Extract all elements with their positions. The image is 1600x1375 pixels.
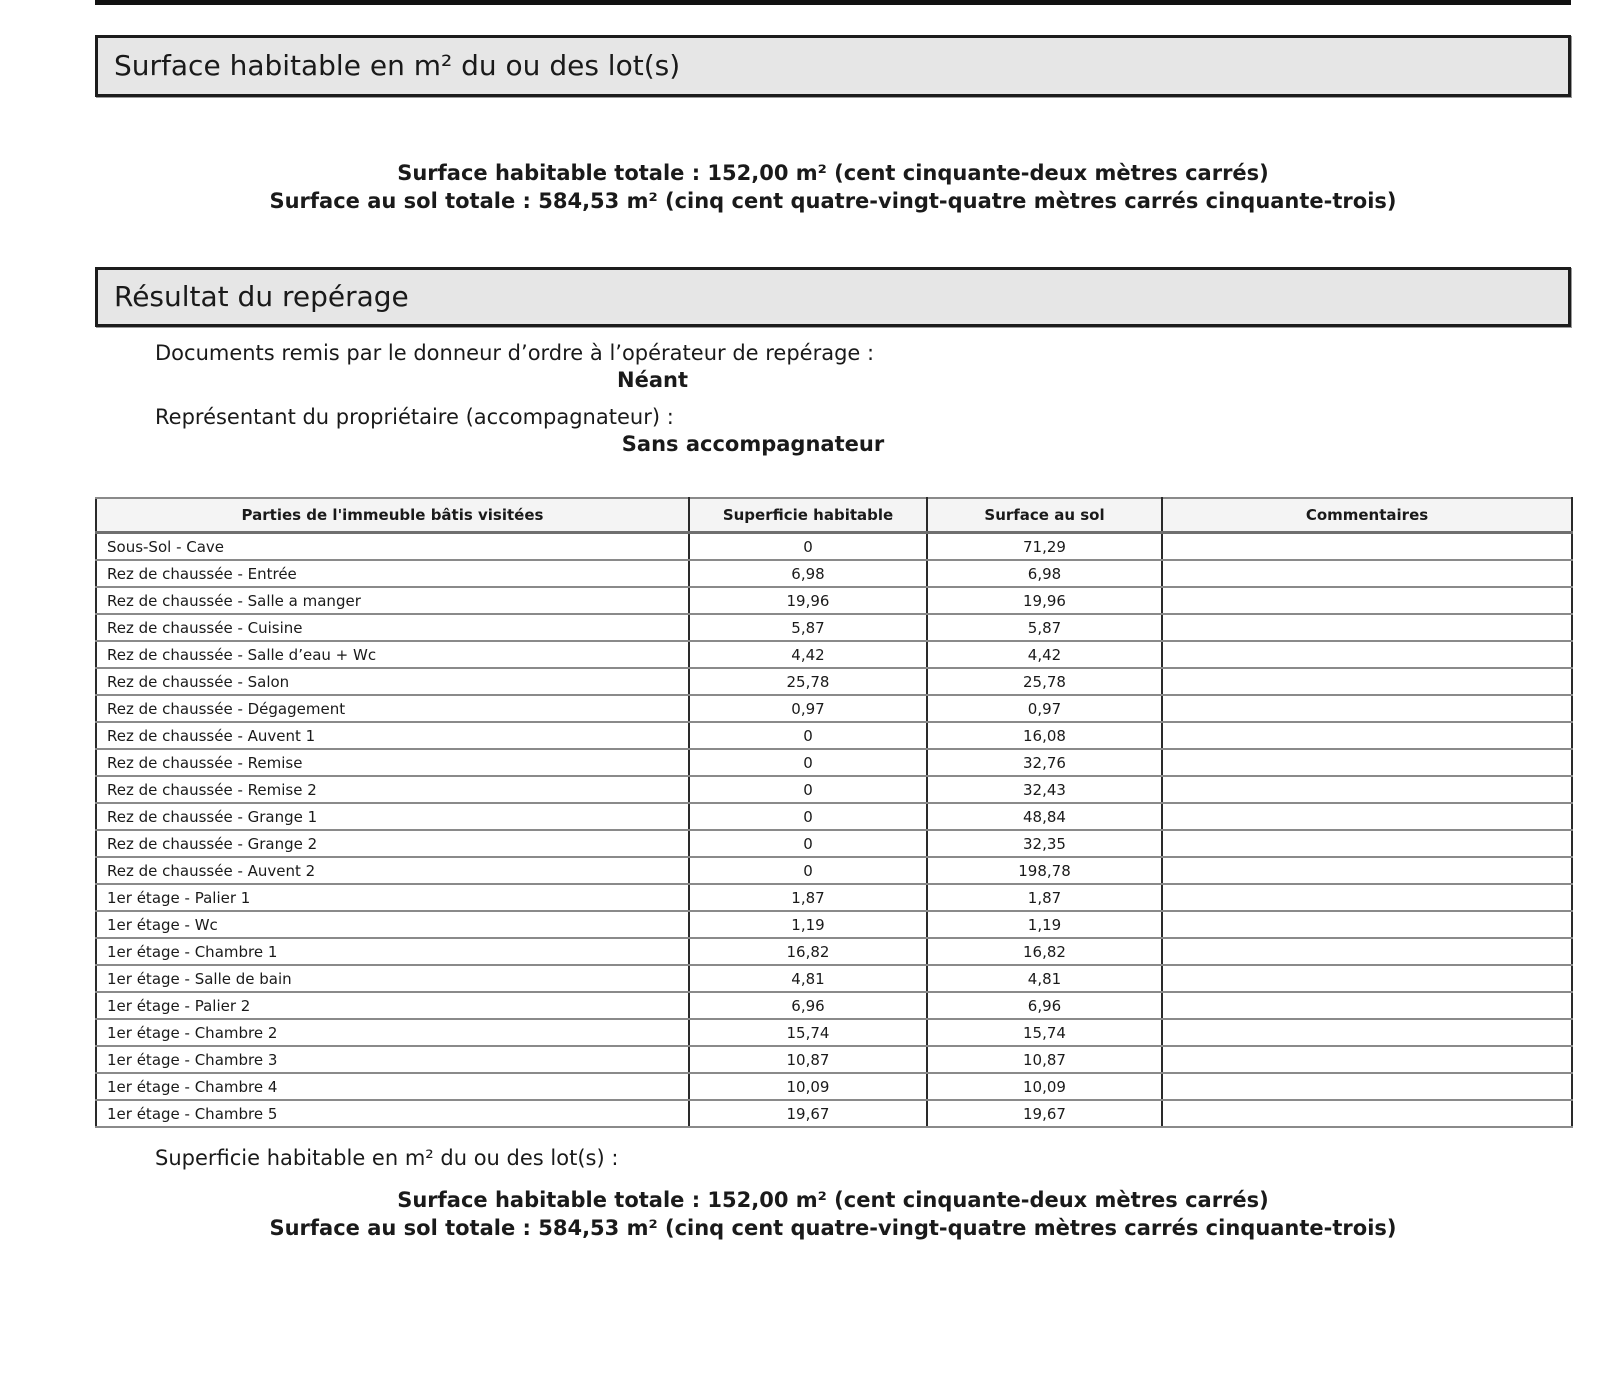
documents-label: Documents remis par le donneur d’ordre à l’opérateur de repérage : xyxy=(155,341,875,365)
cell-comment xyxy=(1162,992,1572,1019)
cell-comment xyxy=(1162,749,1572,776)
representative-label: Représentant du propriétaire (accompagnateur) : xyxy=(155,405,674,429)
cell-comment xyxy=(1162,1073,1572,1100)
cell-comment xyxy=(1162,884,1572,911)
cell-habitable: 0 xyxy=(689,749,927,776)
cell-part: 1er étage - Salle de bain xyxy=(96,965,689,992)
cell-habitable: 0 xyxy=(689,803,927,830)
cell-comment xyxy=(1162,776,1572,803)
footer-label: Superficie habitable en m² du ou des lot(s) : xyxy=(155,1146,619,1170)
table-row xyxy=(96,965,1572,992)
cell-habitable: 0 xyxy=(689,830,927,857)
cell-habitable: 0 xyxy=(689,857,927,884)
cell-sol: 32,35 xyxy=(927,830,1162,857)
cell-comment xyxy=(1162,830,1572,857)
table-row xyxy=(96,1073,1572,1100)
cell-sol: 6,98 xyxy=(927,560,1162,587)
cell-comment xyxy=(1162,641,1572,668)
cell-part: 1er étage - Palier 1 xyxy=(96,884,689,911)
cell-sol: 48,84 xyxy=(927,803,1162,830)
cell-habitable: 0 xyxy=(689,533,927,561)
cell-part: 1er étage - Wc xyxy=(96,911,689,938)
cell-sol: 25,78 xyxy=(927,668,1162,695)
representative-value: Sans accompagnateur xyxy=(621,432,885,456)
table-row xyxy=(96,722,1572,749)
cell-habitable: 16,82 xyxy=(689,938,927,965)
cell-sol: 5,87 xyxy=(927,614,1162,641)
cell-habitable: 0,97 xyxy=(689,695,927,722)
table-row xyxy=(96,614,1572,641)
section-header-surface-title: Surface habitable en m² du ou des lot(s) xyxy=(114,49,681,82)
cell-sol: 16,82 xyxy=(927,938,1162,965)
cell-part: Sous-Sol - Cave xyxy=(96,533,689,561)
cell-sol: 15,74 xyxy=(927,1019,1162,1046)
cell-comment xyxy=(1162,722,1572,749)
documents-value: Néant xyxy=(617,368,688,392)
table-row xyxy=(96,1046,1572,1073)
column-header-commentaires: Commentaires xyxy=(1162,498,1572,533)
totals-bottom xyxy=(95,1186,1571,1242)
table-row xyxy=(96,1100,1572,1127)
table-row xyxy=(96,1019,1572,1046)
table-row xyxy=(96,533,1572,561)
cell-sol: 0,97 xyxy=(927,695,1162,722)
cell-comment xyxy=(1162,938,1572,965)
cell-comment xyxy=(1162,614,1572,641)
cell-comment xyxy=(1162,560,1572,587)
top-rule xyxy=(95,0,1571,5)
cell-part: 1er étage - Chambre 1 xyxy=(96,938,689,965)
cell-sol: 19,96 xyxy=(927,587,1162,614)
cell-habitable: 1,87 xyxy=(689,884,927,911)
table-row xyxy=(96,749,1572,776)
cell-comment xyxy=(1162,803,1572,830)
cell-habitable: 1,19 xyxy=(689,911,927,938)
cell-habitable: 10,09 xyxy=(689,1073,927,1100)
column-header-surface-sol: Surface au sol xyxy=(927,498,1162,533)
footer-total-sol-line: Surface au sol totale : 584,53 m² (cinq cent quatre-vingt-quatre mètres carrés cinquante-trois) xyxy=(269,1216,1397,1240)
cell-sol: 4,42 xyxy=(927,641,1162,668)
cell-habitable: 10,87 xyxy=(689,1046,927,1073)
survey-table-body xyxy=(96,533,1572,1128)
cell-comment xyxy=(1162,587,1572,614)
cell-habitable: 6,98 xyxy=(689,560,927,587)
cell-comment xyxy=(1162,668,1572,695)
cell-sol: 1,87 xyxy=(927,884,1162,911)
table-row xyxy=(96,776,1572,803)
section-header-surface xyxy=(95,35,1571,97)
cell-part: Rez de chaussée - Auvent 1 xyxy=(96,722,689,749)
total-habitable-line: Surface habitable totale : 152,00 m² (cent cinquante-deux mètres carrés) xyxy=(397,161,1269,185)
cell-part: Rez de chaussée - Auvent 2 xyxy=(96,857,689,884)
cell-sol: 6,96 xyxy=(927,992,1162,1019)
cell-part: 1er étage - Chambre 4 xyxy=(96,1073,689,1100)
cell-part: Rez de chaussée - Dégagement xyxy=(96,695,689,722)
section-header-result xyxy=(95,267,1571,327)
cell-part: Rez de chaussée - Salle a manger xyxy=(96,587,689,614)
cell-habitable: 19,67 xyxy=(689,1100,927,1127)
cell-habitable: 5,87 xyxy=(689,614,927,641)
cell-sol: 16,08 xyxy=(927,722,1162,749)
cell-habitable: 15,74 xyxy=(689,1019,927,1046)
cell-sol: 19,67 xyxy=(927,1100,1162,1127)
cell-habitable: 0 xyxy=(689,776,927,803)
cell-sol: 4,81 xyxy=(927,965,1162,992)
cell-sol: 32,43 xyxy=(927,776,1162,803)
total-sol-line: Surface au sol totale : 584,53 m² (cinq cent quatre-vingt-quatre mètres carrés cinquante-trois) xyxy=(269,189,1397,213)
cell-comment xyxy=(1162,911,1572,938)
cell-habitable: 0 xyxy=(689,722,927,749)
column-header-parties: Parties de l'immeuble bâtis visitées xyxy=(96,498,689,533)
cell-sol: 1,19 xyxy=(927,911,1162,938)
table-row xyxy=(96,587,1572,614)
table-row xyxy=(96,884,1572,911)
cell-comment xyxy=(1162,1046,1572,1073)
table-row xyxy=(96,668,1572,695)
cell-part: Rez de chaussée - Remise xyxy=(96,749,689,776)
table-row xyxy=(96,992,1572,1019)
section-header-result-title: Résultat du repérage xyxy=(114,280,409,313)
table-row xyxy=(96,803,1572,830)
cell-part: Rez de chaussée - Grange 2 xyxy=(96,830,689,857)
column-header-superficie: Superficie habitable xyxy=(689,498,927,533)
survey-table xyxy=(95,497,1573,1128)
cell-part: Rez de chaussée - Remise 2 xyxy=(96,776,689,803)
table-row xyxy=(96,830,1572,857)
cell-sol: 10,87 xyxy=(927,1046,1162,1073)
table-row xyxy=(96,857,1572,884)
table-row xyxy=(96,641,1572,668)
cell-sol: 32,76 xyxy=(927,749,1162,776)
cell-comment xyxy=(1162,857,1572,884)
cell-part: Rez de chaussée - Entrée xyxy=(96,560,689,587)
table-row xyxy=(96,560,1572,587)
cell-comment xyxy=(1162,533,1572,561)
cell-sol: 198,78 xyxy=(927,857,1162,884)
cell-habitable: 19,96 xyxy=(689,587,927,614)
cell-part: 1er étage - Chambre 5 xyxy=(96,1100,689,1127)
cell-sol: 10,09 xyxy=(927,1073,1162,1100)
table-row xyxy=(96,695,1572,722)
cell-habitable: 4,81 xyxy=(689,965,927,992)
cell-habitable: 25,78 xyxy=(689,668,927,695)
cell-part: Rez de chaussée - Salon xyxy=(96,668,689,695)
document-page xyxy=(95,0,1571,1242)
cell-habitable: 6,96 xyxy=(689,992,927,1019)
cell-habitable: 4,42 xyxy=(689,641,927,668)
survey-table-header-row xyxy=(96,498,1572,533)
cell-comment xyxy=(1162,695,1572,722)
cell-part: Rez de chaussée - Cuisine xyxy=(96,614,689,641)
survey-table-head xyxy=(96,498,1572,533)
table-row xyxy=(96,911,1572,938)
cell-part: 1er étage - Chambre 2 xyxy=(96,1019,689,1046)
cell-part: 1er étage - Chambre 3 xyxy=(96,1046,689,1073)
cell-part: Rez de chaussée - Grange 1 xyxy=(96,803,689,830)
cell-comment xyxy=(1162,1019,1572,1046)
cell-comment xyxy=(1162,1100,1572,1127)
cell-part: 1er étage - Palier 2 xyxy=(96,992,689,1019)
table-row xyxy=(96,938,1572,965)
cell-part: Rez de chaussée - Salle d’eau + Wc xyxy=(96,641,689,668)
cell-comment xyxy=(1162,965,1572,992)
totals-top xyxy=(95,159,1571,215)
footer-total-habitable-line: Surface habitable totale : 152,00 m² (cent cinquante-deux mètres carrés) xyxy=(397,1188,1269,1212)
cell-sol: 71,29 xyxy=(927,533,1162,561)
